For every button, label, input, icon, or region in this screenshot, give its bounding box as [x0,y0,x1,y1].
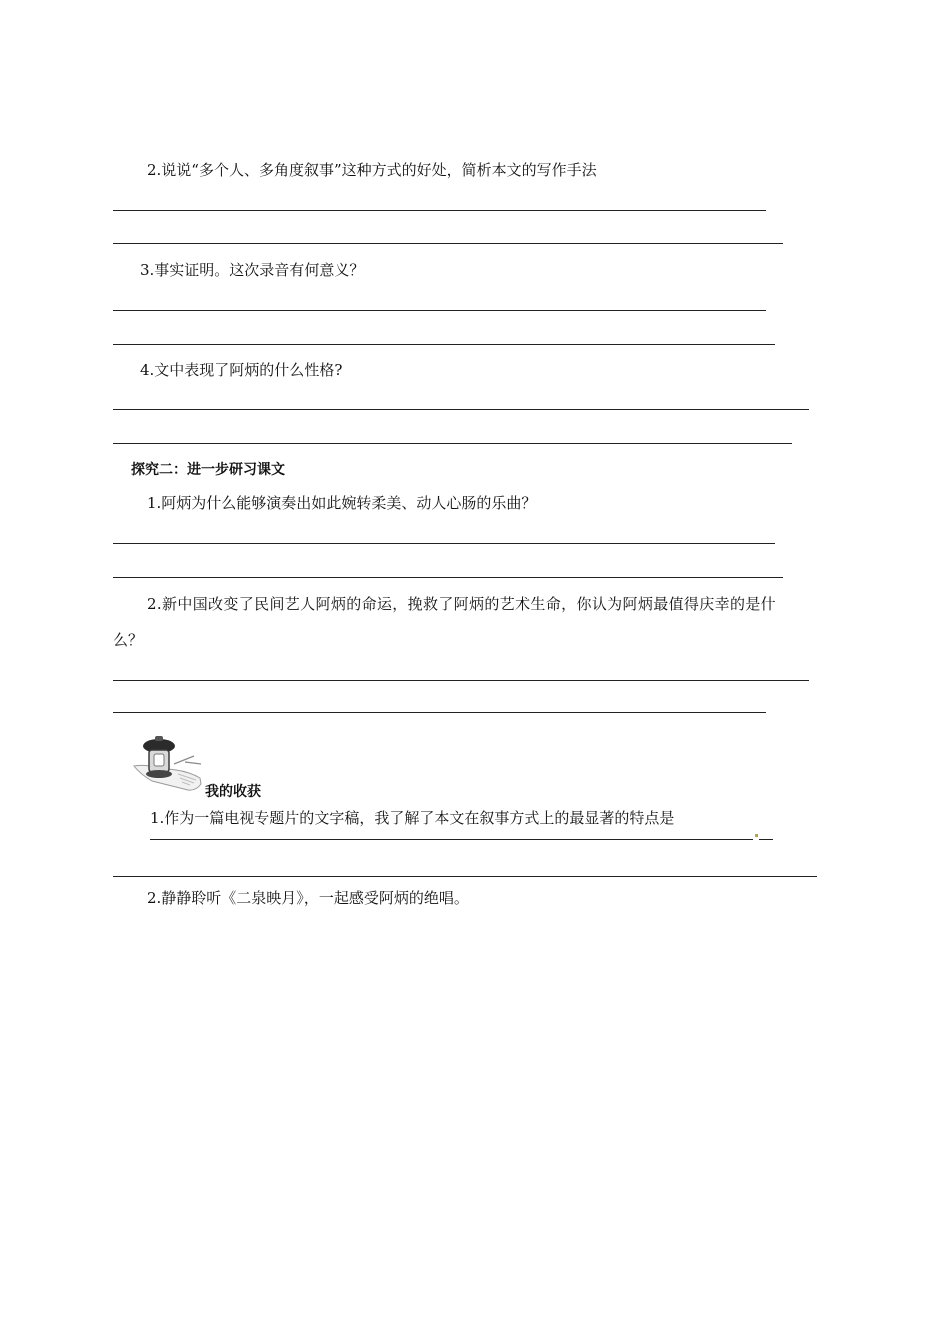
question-3: 3.事实证明。这次录音有何意义？ [140,261,365,279]
harvest-item-2: 2.静静聆听《二泉映月》，一起感受阿炳的绝唱。 [147,889,469,907]
answer-line[interactable] [113,876,817,877]
answer-line[interactable] [113,210,766,211]
answer-line[interactable] [759,839,773,840]
answer-line[interactable] [113,712,766,713]
section-heading: 探究二：进一步研习课文 [131,462,285,478]
answer-line[interactable] [113,344,775,345]
question-2-line-1: 2.新中国改变了民间艺人阿炳的命运，挽救了阿炳的艺术生命，你认为阿炳最值得庆幸的是什 [147,595,777,613]
question-4: 4.文中表现了阿炳的什么性格? [140,361,343,379]
question-2-line-2: 么？ [113,631,144,649]
lantern-icon [130,734,206,792]
marker-dot [755,834,758,837]
answer-line[interactable] [113,243,783,244]
answer-line[interactable] [113,409,809,410]
question-1: 1.阿炳为什么能够演奏出如此婉转柔美、动人心肠的乐曲？ [147,494,537,512]
harvest-item-1: 1.作为一篇电视专题片的文字稿，我了解了本文在叙事方式上的最显著的特点是 [150,809,675,827]
answer-line[interactable] [113,577,783,578]
answer-line[interactable] [113,310,766,311]
answer-line[interactable] [113,543,775,544]
harvest-heading: 我的收获 [205,784,261,800]
answer-line[interactable] [113,680,809,681]
answer-line[interactable] [150,839,753,840]
question-2: 2.说说“多个人、多角度叙事”这种方式的好处，简析本文的写作手法 [147,161,597,179]
answer-line[interactable] [113,443,792,444]
